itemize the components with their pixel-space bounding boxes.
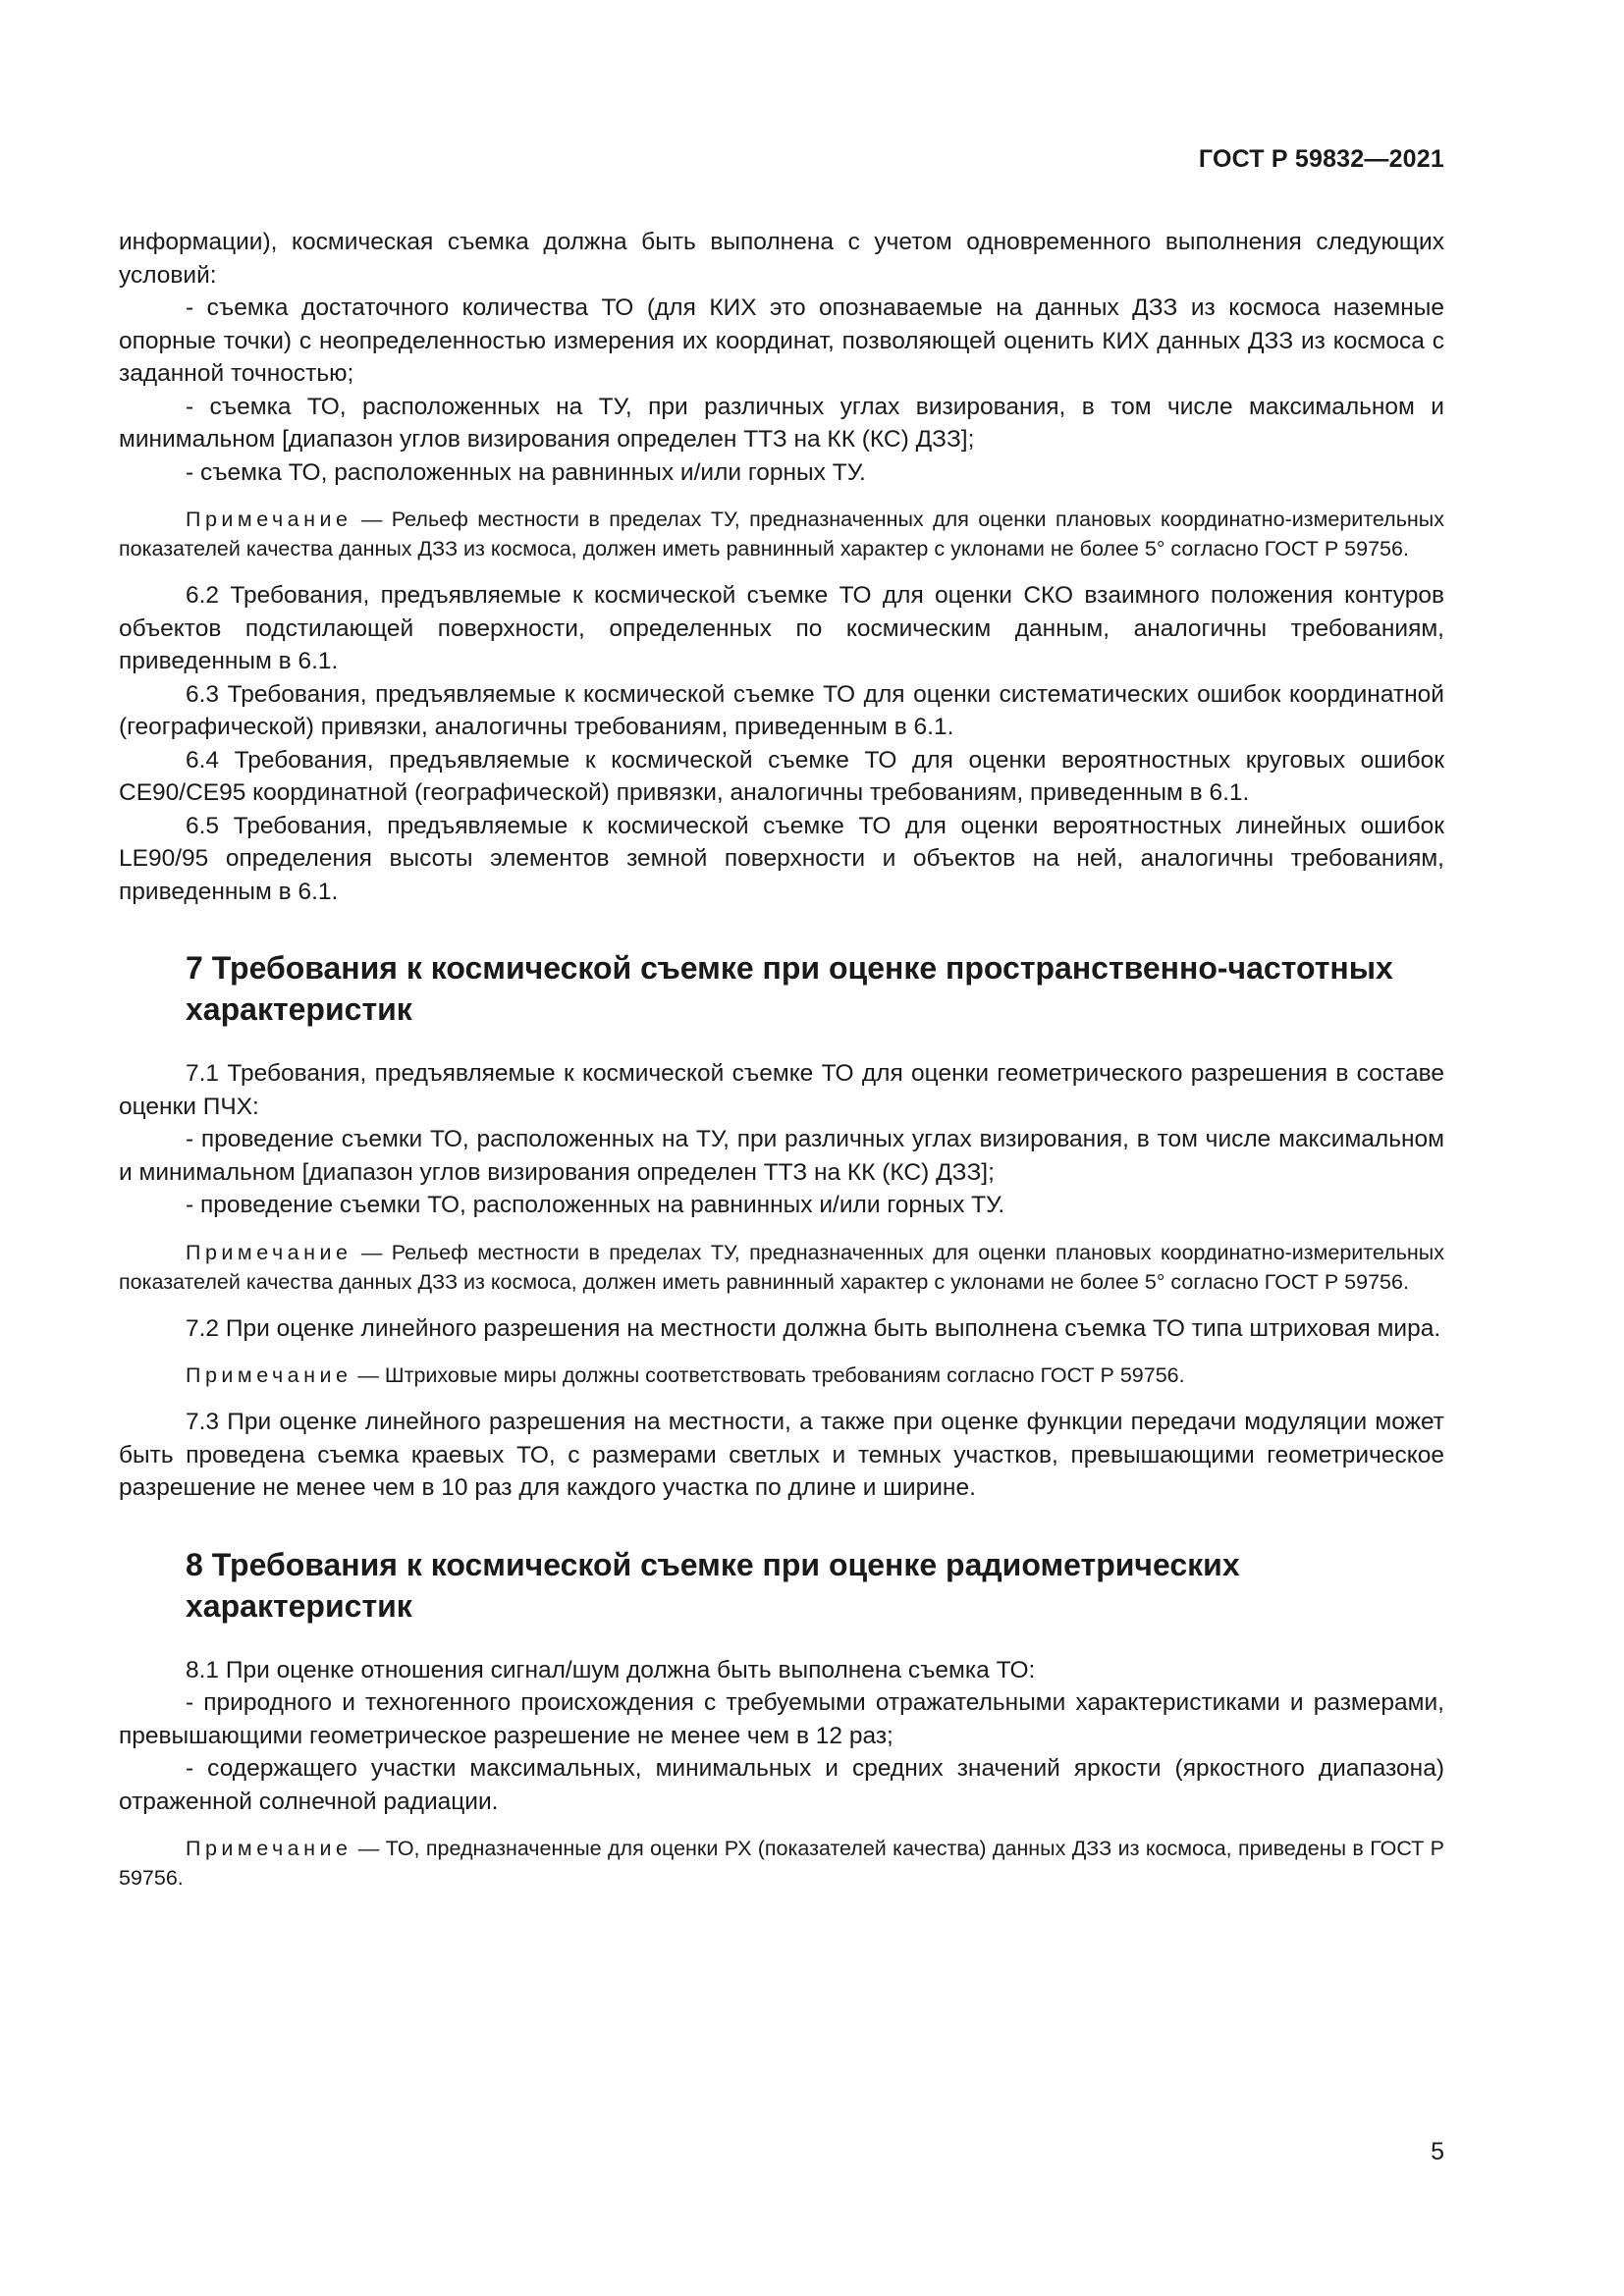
list-item: - проведение съемки ТО, расположенных на равнинных и/или горных ТУ. [186,1192,1005,1218]
paragraph-8-1: 8.1 При оценке отношения сигнал/шум должна быть выполнена съемка ТО: [186,1656,1036,1683]
document-code-header: ГОСТ Р 59832—2021 [1198,145,1444,173]
paragraph-6-2: 6.2 Требования, предъявляемые к космической съемке ТО для оценки СКО взаимного положения контуров объектов подстилающей поверхности, определенных по космическим данным, аналогичны требованиям, приведенным в 6.1. [119,582,1444,674]
paragraph-6-4: 6.4 Требования, предъявляемые к космической съемке ТО для оценки вероятностных круговых ошибок CE90/CE95 координатной (географической) привязки, аналогичны требованиям, приведенным в 6.1. [119,746,1444,806]
list-item: - съемка достаточного количества ТО (для КИХ это опознаваемые на данных ДЗЗ из космоса наземные опорные точки) с неопределенностью измерения их координат, позволяющей оценить КИХ данных ДЗЗ из космоса с заданной точностью; [119,294,1444,387]
list-item: - съемка ТО, расположенных на равнинных и/или горных ТУ. [186,458,866,486]
note-paragraph [119,1238,1444,1297]
list-item: - проведение съемки ТО, расположенных на ТУ, при различных углах визирования, в том числе максимальном и минимальном [диапазон углов визирования определен ТТЗ на КК (КС) ДЗЗ]; [119,1126,1444,1186]
note-text: — Рельеф местности в пределах ТУ, предназначенных для оценки плановых координатно-измерительных показателей качества данных ДЗЗ из космоса, должен иметь равнинный характер с уклонами не более 5° согласно ГОСТ Р 59756. [119,1240,1444,1294]
note-text: — Штриховые миры должны соответствовать требованиям согласно ГОСТ Р 59756. [352,1363,1185,1387]
paragraph-6-5: 6.5 Требования, предъявляемые к космической съемке ТО для оценки вероятностных линейных ошибок LE90/95 определения высоты элементов земной поверхности и объектов на ней, аналогичны требованиям, приведенным в 6.1. [119,812,1444,905]
paragraph-7-3: 7.3 При оценке линейного разрешения на местности, а также при оценке функции передачи модуляции может быть проведена съемка краевых ТО, с размерами светлых и темных участков, превышающими геометрическое разрешение не менее чем в 10 раз для каждого участка по длине и ширине. [119,1409,1444,1501]
paragraph-continuation: информации), космическая съемка должна быть выполнена с учетом одновременного выполнения следующих условий: [119,229,1444,289]
paragraph-7-1: 7.1 Требования, предъявляемые к космической съемке ТО для оценки геометрического разрешения в составе оценки ПЧХ: [119,1060,1444,1120]
list-item: - содержащего участки максимальных, минимальных и средних значений яркости (яркостного диапазона) отраженной солнечной радиации. [119,1755,1444,1815]
note-paragraph [119,1361,1444,1390]
paragraph-6-3: 6.3 Требования, предъявляемые к космической съемке ТО для оценки систематических ошибок координатной (географической) привязки, аналогичны требованиям, приведенным в 6.1. [119,680,1444,740]
note-paragraph [119,505,1444,563]
note-label: Примечание [186,1837,352,1860]
section-7-heading: 7 Требования к космической съемке при оценке пространственно-частотных характеристик [186,950,1393,1027]
paragraph-7-2: 7.2 При оценке линейного разрешения на местности должна быть выполнена съемка ТО типа штриховая мира. [186,1314,1441,1342]
page-number: 5 [1431,2138,1444,2165]
note-label: Примечание [186,1240,352,1264]
document-body [119,226,1444,1908]
section-8-heading: 8 Требования к космической съемке при оценке радиометрических характеристик [186,1546,1240,1624]
list-item: - природного и техногенного происхождения с требуемыми отражательными характеристиками и размерами, превышающими геометрическое разрешение не менее чем в 12 раз; [119,1689,1444,1749]
note-text: — Рельеф местности в пределах ТУ, предназначенных для оценки плановых координатно-измерительных показателей качества данных ДЗЗ из космоса, должен иметь равнинный характер с уклонами не более 5° согласно ГОСТ Р 59756. [119,507,1444,561]
note-text: — ТО, предназначенные для оценки РХ (показателей качества) данных ДЗЗ из космоса, приведены в ГОСТ Р 59756. [119,1837,1444,1890]
note-label: Примечание [186,1363,352,1387]
note-label: Примечание [186,507,352,531]
list-item: - съемка ТО, расположенных на ТУ, при различных углах визирования, в том числе максимальном и минимальном [диапазон углов визирования определен ТТЗ на КК (КС) ДЗЗ]; [119,393,1444,453]
note-paragraph [119,1834,1444,1893]
